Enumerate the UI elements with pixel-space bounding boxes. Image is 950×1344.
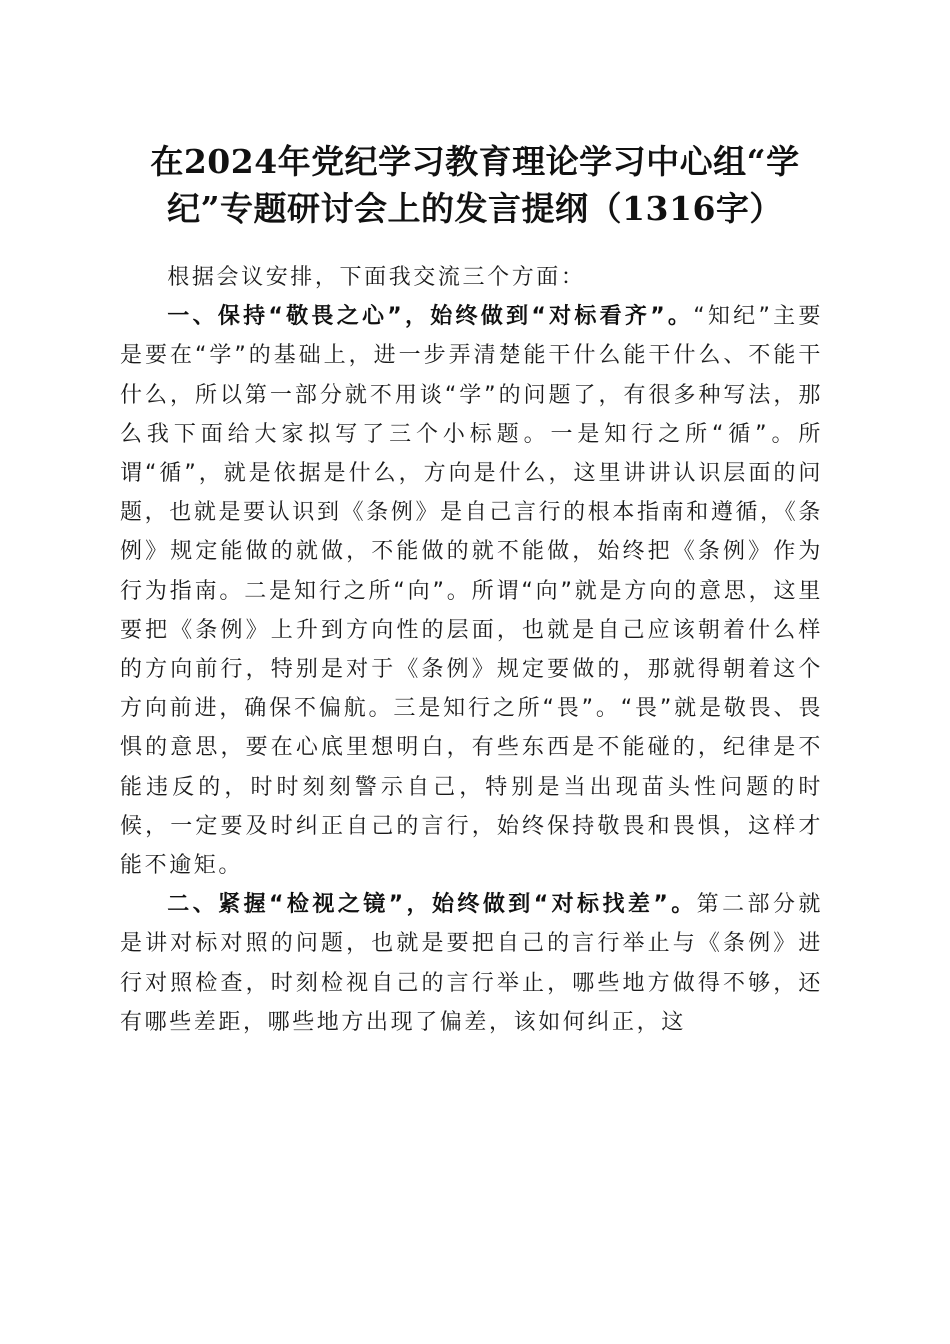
document-title: 在2024年党纪学习教育理论学习中心组“学纪”专题研讨会上的发言提纲（1316字） <box>150 142 800 228</box>
section-2-paragraph <box>120 885 823 1042</box>
section-1-paragraph <box>120 297 823 885</box>
section-1-text: “知纪”主要是要在“学”的基础上，进一步弄清楚能干什么能干什么、不能干什么，所以第一部分就不用谈“学”的问题了，有很多种写法，那么我下面给大家拟写了三个小标题。一是知行之所“循”。所谓“循”，就是依据是什么，方向是什么，这里讲讲认识层面的问题，也就是要认识到《条例》是自己言行的根本指南和遵循，《条例》规定能做的就做，不能做的就不能做，始终把《条例》作为行为指南。二是知行之所“向”。所谓“向”就是方向的意思，这里要把《条例》上升到方向性的层面，也就是自己应该朝着什么样的方向前行，特别是对于《条例》规定要做的，那就得朝着这个方向前进，确保不偏航。三是知行之所“畏”。“畏”就是敬畏、畏惧的意思，要在心底里想明白，有些东西是不能碰的，纪律是不能违反的，时时刻刻警示自己，特别是当出现苗头性问题的时候，一定要及时纠正自己的言行，始终保持敬畏和畏惧，这样才能不逾矩。 <box>120 304 823 879</box>
intro-paragraph: 根据会议安排，下面我交流三个方面： <box>167 265 586 290</box>
section-2-text: 第二部分就是讲对标对照的问题，也就是要把自己的言行举止与《条例》进行对照检查，时刻检视自己的言行举止，哪些地方做得不够，还有哪些差距，哪些地方出现了偏差，该如何纠正，这 <box>120 892 823 1035</box>
section-2-heading: 二、紧握“检视之镜”，始终做到“对标找差”。 <box>167 892 697 918</box>
section-1-heading: 一、保持“敬畏之心”，始终做到“对标看齐”。 <box>167 304 694 330</box>
document-body <box>120 258 823 1042</box>
